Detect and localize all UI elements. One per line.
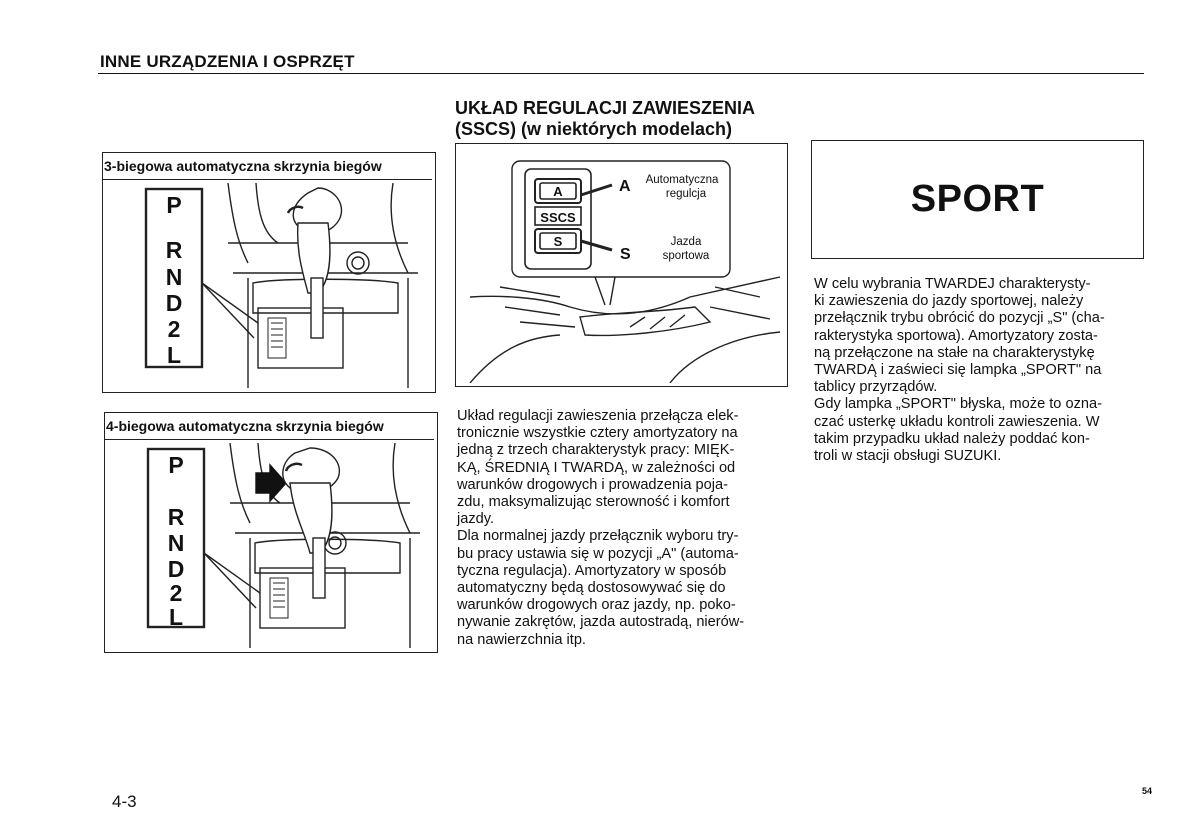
- text-line: TWARDĄ i zaświeci się lampka „SPORT" na: [814, 362, 1102, 379]
- text-line: bu pracy ustawia się w pozycji „A" (automa-: [457, 545, 739, 562]
- gear-letter-r: R: [167, 504, 185, 530]
- text-line: Dla normalnej jazdy przełącznik wyboru try-: [457, 528, 739, 545]
- figure-4-speed-caption: 4-biegowa automatyczna skrzynia biegów: [106, 418, 384, 434]
- label-s-line-2: sportowa: [662, 250, 710, 262]
- text-line: tronicznie wszystkie cztery amortyzatory na: [457, 425, 738, 442]
- sscs-button-a-label: A: [553, 184, 563, 199]
- arrow-right-icon: [256, 465, 286, 501]
- gear-letter-r: R: [165, 237, 183, 263]
- page-header-title: INNE URZĄDZENIA I OSPRZĘT: [100, 52, 355, 71]
- text-line: takim przypadku układ należy poddać kon-: [814, 430, 1090, 447]
- text-line: zdu, maksymalizując sterowność i komfort: [457, 494, 730, 511]
- gear-letter-l: L: [168, 604, 184, 630]
- gear-letter-d: D: [165, 290, 183, 316]
- right-column-text: [814, 276, 1159, 465]
- section-title-line-1: UKŁAD REGULACJI ZAWIESZENIA: [455, 98, 756, 118]
- page-number-small: 54: [1142, 786, 1153, 796]
- text-line: automatyczny będą dostosowywać się do: [457, 580, 726, 597]
- sscs-button-s-label: S: [553, 234, 563, 249]
- text-line: przełącznik trybu obrócić do pozycji „S" (cha-: [814, 310, 1105, 327]
- gear-shifter-illustration-4-speed: [110, 443, 430, 648]
- text-line: rakterystyka sportowa). Amortyzatory zosta-: [814, 327, 1098, 344]
- header-divider: [98, 73, 1144, 74]
- text-line: Układ regulacji zawieszenia przełącza elek-: [457, 408, 739, 424]
- section-title: [455, 98, 755, 140]
- gear-letter-p: P: [166, 192, 182, 218]
- text-line: Gdy lampka „SPORT" błyska, może to ozna-: [814, 396, 1102, 413]
- text-line: na nawierzchnia itp.: [457, 631, 586, 648]
- section-title-line-2: (SSCS) (w niektórych modelach): [455, 119, 733, 139]
- text-line: tyczna regulacja). Amortyzatory w sposób: [457, 562, 727, 579]
- text-line: warunków drogowych oraz jazdy, np. poko-: [457, 597, 736, 614]
- figure-3-speed-caption: 3-biegowa automatyczna skrzynia biegów: [104, 158, 382, 174]
- text-line: czać usterkę układu kontroli zawieszenia. W: [814, 413, 1100, 430]
- text-line: ną przełączone na stałe na charakterystykę: [814, 344, 1095, 361]
- text-line: nywanie zakrętów, jazda autostradą, nierów-: [457, 614, 745, 631]
- figure-4-speed-caption-rule: [104, 439, 434, 440]
- text-line: troli w stacji obsługi SUZUKI.: [814, 448, 1002, 465]
- gear-letter-2: 2: [169, 580, 183, 606]
- text-line: jazdy.: [457, 511, 495, 528]
- figure-3-speed-caption-rule: [102, 179, 432, 180]
- label-a-letter: A: [619, 178, 631, 195]
- text-line: jedną z trzech charakterystyk pracy: MIĘK-: [457, 442, 735, 459]
- label-a-line-2: regulcja: [665, 188, 707, 200]
- label-a-line-1: Automatyczna: [645, 174, 719, 186]
- sscs-switch-label: SSCS: [540, 210, 576, 225]
- sport-lamp-text: SPORT: [910, 178, 1045, 220]
- page-number: 4-3: [112, 792, 137, 811]
- gear-letter-d: D: [167, 556, 185, 582]
- gear-letter-n: N: [167, 530, 185, 556]
- sscs-switch-illustration: [460, 147, 783, 383]
- text-line: KĄ, ŚREDNIĄ I TWARDĄ, w zależności od: [457, 459, 736, 476]
- gear-letter-p: P: [168, 452, 184, 478]
- text-line: warunków drogowych i prowadzenia poja-: [457, 476, 728, 493]
- gear-letter-n: N: [165, 264, 183, 290]
- gear-shifter-illustration-3-speed: [108, 183, 428, 388]
- label-s-letter: S: [620, 246, 631, 263]
- gear-letter-2: 2: [167, 316, 181, 342]
- text-line: tablicy przyrządów.: [814, 379, 938, 396]
- text-line: ki zawieszenia do jazdy sportowej, należy: [814, 293, 1084, 310]
- text-line: W celu wybrania TWARDEJ charakterysty-: [814, 276, 1091, 292]
- gear-letter-l: L: [166, 342, 182, 368]
- middle-column-text: [457, 408, 802, 649]
- label-s-line-1: Jazda: [670, 236, 702, 248]
